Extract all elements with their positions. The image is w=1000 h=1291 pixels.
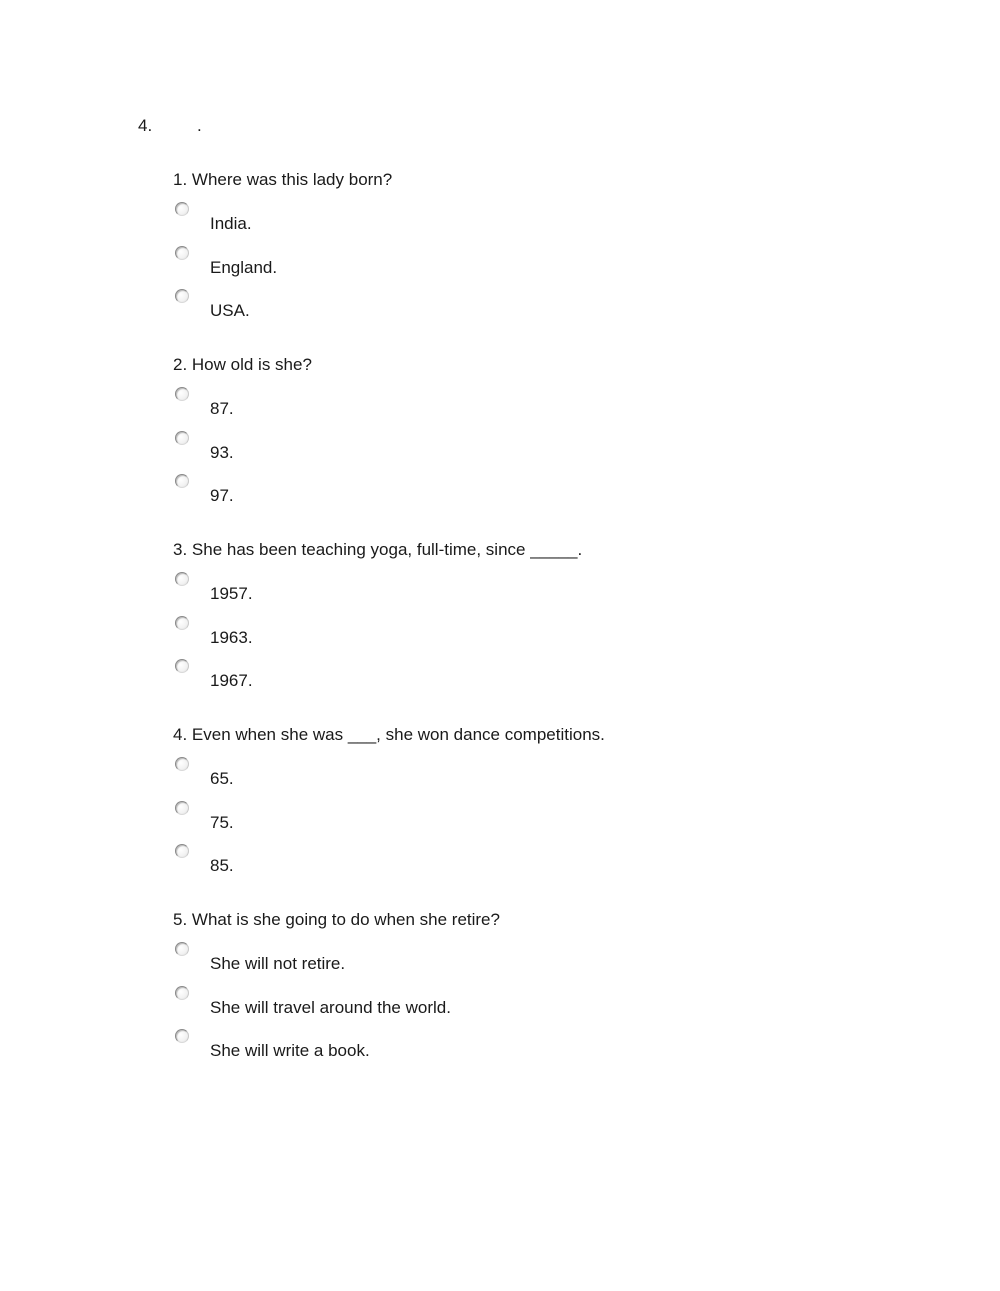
option-travel-world[interactable] [173,984,673,1024]
option-usa[interactable] [173,287,673,327]
radio-button[interactable] [175,942,189,956]
option-england[interactable] [173,244,673,284]
option-85[interactable] [173,842,673,882]
option-1967[interactable] [173,657,673,697]
option-label: 75. [210,813,234,832]
option-label: 97. [210,486,234,505]
radio-button[interactable] [175,572,189,586]
option-write-book[interactable] [173,1027,673,1067]
option-1957[interactable] [173,570,673,610]
option-label: 1957. [210,584,253,603]
radio-button[interactable] [175,801,189,815]
question-text: 5. What is she going to do when she retire? [173,910,500,929]
radio-button[interactable] [175,431,189,445]
question-1 [173,170,933,355]
option-1963[interactable] [173,614,673,654]
question-list [173,170,933,1095]
option-label: 1967. [210,671,253,690]
option-label: She will write a book. [210,1041,370,1060]
question-text: 3. She has been teaching yoga, full-time, since _____. [173,540,583,559]
option-label: 1963. [210,628,253,647]
option-87[interactable] [173,385,673,425]
radio-button[interactable] [175,202,189,216]
radio-button[interactable] [175,659,189,673]
section-number: 4. [138,116,153,135]
question-text: 2. How old is she? [173,355,312,374]
radio-button[interactable] [175,246,189,260]
radio-button[interactable] [175,616,189,630]
question-3 [173,540,933,725]
question-2 [173,355,933,540]
option-97[interactable] [173,472,673,512]
option-label: 87. [210,399,234,418]
option-label: She will travel around the world. [210,998,451,1017]
radio-button[interactable] [175,289,189,303]
option-label: 93. [210,443,234,462]
option-label: USA. [210,301,250,320]
option-not-retire[interactable] [173,940,673,980]
option-93[interactable] [173,429,673,469]
option-65[interactable] [173,755,673,795]
option-label: India. [210,214,252,233]
radio-button[interactable] [175,474,189,488]
question-5 [173,910,933,1095]
radio-button[interactable] [175,1029,189,1043]
radio-button[interactable] [175,986,189,1000]
option-75[interactable] [173,799,673,839]
radio-button[interactable] [175,844,189,858]
option-label: 65. [210,769,234,788]
question-text: 1. Where was this lady born? [173,170,393,189]
option-label: 85. [210,856,234,875]
radio-button[interactable] [175,757,189,771]
question-4 [173,725,933,910]
question-text: 4. Even when she was ___, she won dance competitions. [173,725,605,744]
section-title: . [197,116,202,135]
option-label: England. [210,258,278,277]
option-label: She will not retire. [210,954,346,973]
radio-button[interactable] [175,387,189,401]
option-india[interactable] [173,200,673,240]
